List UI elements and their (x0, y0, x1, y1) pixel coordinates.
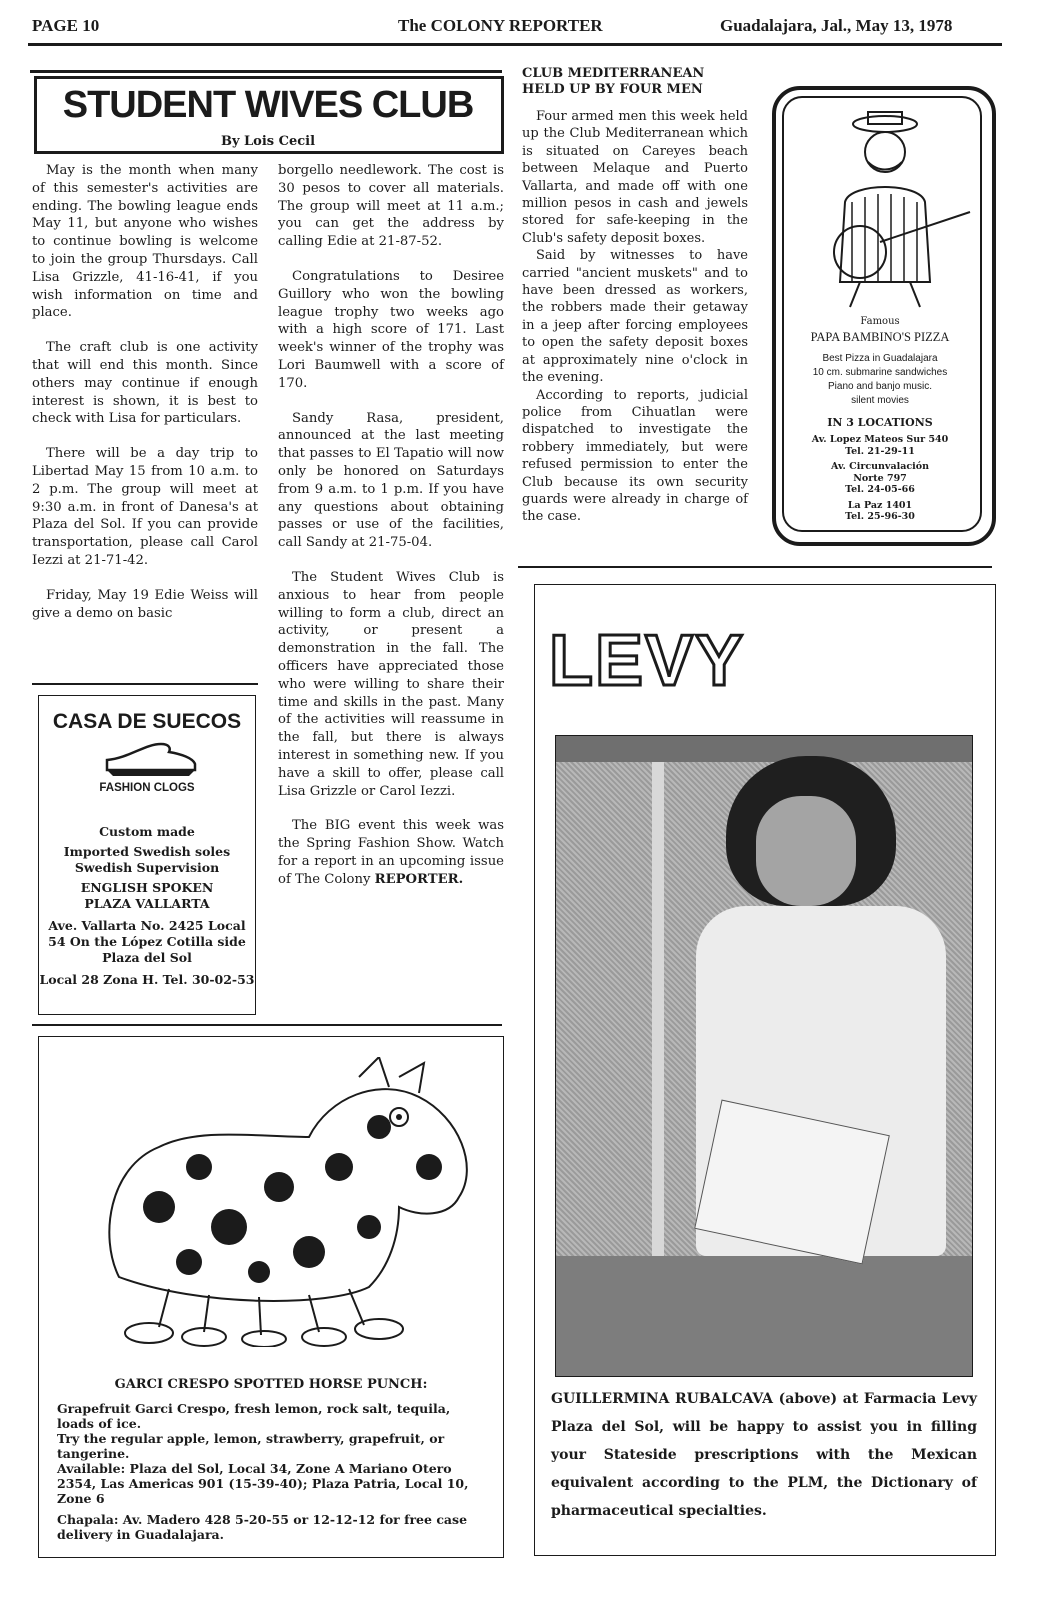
photo-shelf-top (556, 736, 972, 762)
garci-body (57, 1401, 487, 1542)
paper-name: The COLONY REPORTER (398, 16, 603, 35)
paragraph: According to reports, judicial police from Cihuatlan were dispatched to investigate the robbery immediately, but were refused permission to enter the Club because its own security guards were already in charge of the case. (522, 387, 748, 525)
paragraph: Said by witnesses to have carried "ancient muskets" and to have been dressed as workers, the robbers made their getaway in a jeep after forcing employees to open the safety deposit boxes at approximately nine o'clock in the evening. (522, 248, 748, 386)
casa-line: Custom made (99, 824, 195, 839)
casa-line: 54 On the López Cotilla side (48, 934, 246, 949)
club-med-headline (522, 66, 752, 98)
casa-line: ENGLISH SPOKEN (80, 880, 214, 895)
page-number: PAGE 10 (32, 16, 100, 35)
garci-line: Available: Plaza del Sol, Local 34, Zone A Mariano Otero 2354, Las Americas 901 (15-39-40); Plaza Patria, Local 10, Zone 6 (57, 1461, 469, 1506)
banjo-player-illustration (790, 102, 980, 312)
paragraph: Four armed men this week held up the Club Mediterranean which is situated on Careyes beach between Melaque and Puerto Vallarta, and made off with one million pesos in cash and jewels stored for safe-keeping in the Club's safety deposit boxes. (522, 109, 748, 246)
papa-bambino-ad (772, 86, 996, 546)
papa-features (776, 352, 984, 408)
photo-shelf-post (652, 762, 664, 1322)
papa-loc: Tel. 21-29-11 (845, 445, 915, 457)
garci-title: GARCI CRESPO SPOTTED HORSE PUNCH: (114, 1377, 428, 1392)
masthead-rule (28, 43, 1002, 46)
papa-line: Best Pizza in Guadalajara (822, 353, 938, 364)
papa-loc: Av. Circunvalación (830, 461, 929, 472)
spotted-horse-illustration (79, 1057, 479, 1347)
papa-loc: Norte 797 (853, 472, 907, 484)
paragraph-last (278, 817, 504, 888)
papa-famous: Famous (860, 316, 900, 327)
casa-sub: FASHION CLOGS (99, 782, 195, 794)
ad-rule (32, 683, 258, 685)
paragraph: Congratulations to Desiree Guillory who won the bowling league trophy two weeks ago with a high score of 171. Last week's winner of the trophy was Lori Baumwell with a score of 170. (278, 268, 504, 391)
papa-loc: La Paz 1401 (847, 499, 913, 511)
casa-de-suecos-ad (38, 695, 256, 1015)
paragraph: The craft club is one activity that will end this month. Since others may continue if enough interest is shown, it is best to check with Lisa for particulars. (32, 340, 258, 427)
casa-lines (39, 824, 255, 988)
papa-loc: Av. Lopez Mateos Sur 540 (811, 434, 949, 445)
garci-line: Grapefruit Garci Crespo, fresh lemon, rock salt, tequila, loads of ice. (57, 1401, 451, 1431)
casa-line: Swedish Supervision (74, 860, 220, 875)
headline-line: HELD UP BY FOUR MEN (522, 82, 703, 97)
garci-line: Chapala: Av. Madero 428 5-20-55 or 12-12-12 for free case delivery in Guadalajara. (57, 1512, 468, 1542)
clog-icon (99, 740, 199, 778)
levy-caption: GUILLERMINA RUBALCAVA (above) at Farmacia Levy Plaza del Sol, will be happy to assist you in filling your Stateside prescriptions with the Mexican equivalent according to the PLM, the Dictionary of pharmaceutical specialties. (551, 1391, 977, 1519)
papa-line: silent movies (851, 395, 909, 406)
club-med-body (522, 108, 748, 526)
casa-line: Local 28 Zona H. Tel. 30-02-53 (39, 972, 255, 987)
paragraph: May is the month when many of this semester's activities are ending. The bowling league ends May 11, but anyone who wishes to continue bowling is welcome to join the group Thursdays. Call Lisa Grizzle, 41-16-41, if you wish information on time and place. (32, 163, 258, 321)
paragraph: borgello needlework. The cost is 30 pesos to cover all materials. The group will meet at 11 a.m.; you can get the address by calling Edie at 21-87-52. (278, 163, 504, 250)
photo-face (756, 796, 856, 906)
papa-line: 10 cm. submarine sandwiches (812, 367, 948, 378)
paragraph: There will be a day trip to Libertad May 15 from 10 a.m. to 2 p.m. The group will meet at 9:30 a.m. in front of Danesa's at Plaza del Sol. If you can provide transportation, please call Carol Iezzi at 21-71-42. (32, 446, 258, 568)
garci-line: Try the regular apple, lemon, strawberry, grapefruit, or tangerine. (57, 1431, 445, 1461)
student-wives-col-1 (32, 162, 258, 639)
section-rule (518, 566, 992, 568)
papa-name: PAPA BAMBINO'S PIZZA (810, 330, 950, 344)
papa-locations (776, 434, 984, 523)
levy-photo (555, 735, 973, 1377)
article-title: STUDENT WIVES CLUB (62, 84, 474, 126)
paragraph: Sandy Rasa, president, announced at the last meeting that passes to El Tapatio will now only be honored on Saturdays from 9 a.m. to 1 p.m. If you have any questions about obtaining passes or use of the facilities, call Sandy at 21-75-04. (278, 410, 504, 551)
photo-counter (556, 1256, 972, 1376)
section-rule (32, 1024, 502, 1026)
garci-crespo-ad (38, 1036, 504, 1558)
casa-line: Plaza del Sol (102, 950, 192, 965)
levy-logo: LEVY (549, 621, 746, 701)
paragraph-text: The BIG event this week was the Spring Fashion Show. Watch for a report in an upcoming issue of The Colony (278, 818, 504, 887)
headline-line: CLUB MEDITERRANEAN (522, 66, 705, 81)
levy-ad (534, 584, 996, 1556)
paragraph: The Student Wives Club is anxious to hear from people willing to form a club, direct an activity, or present a demonstration in the fall. The officers have appreciated those who were willing to share their time and skills in the past. Many of the activities will reassume in the fall, but there is always interest in something new. If you have a skill to offer, please call Lisa Grizzle or Carol Iezzi. (278, 569, 504, 799)
paragraph: Friday, May 19 Edie Weiss will give a demo on basic (32, 587, 258, 621)
casa-line: PLAZA VALLARTA (84, 896, 210, 911)
papa-line: Piano and banjo music. (828, 381, 932, 392)
byline: By Lois Cecil (220, 134, 316, 149)
papa-loc: Tel. 25-96-30 (845, 511, 915, 522)
casa-name: CASA DE SUECOS (52, 710, 242, 733)
reporter-bold: REPORTER. (374, 871, 464, 887)
papa-loc: Tel. 24-05-66 (845, 484, 915, 495)
casa-line: Ave. Vallarta No. 2425 Local (48, 918, 246, 933)
dateline: Guadalajara, Jal., May 13, 1978 (720, 16, 953, 35)
papa-locations-title: IN 3 LOCATIONS (827, 416, 933, 429)
article-top-rule (30, 70, 502, 73)
student-wives-col-2 (278, 162, 504, 905)
casa-line: Imported Swedish soles (63, 844, 231, 859)
